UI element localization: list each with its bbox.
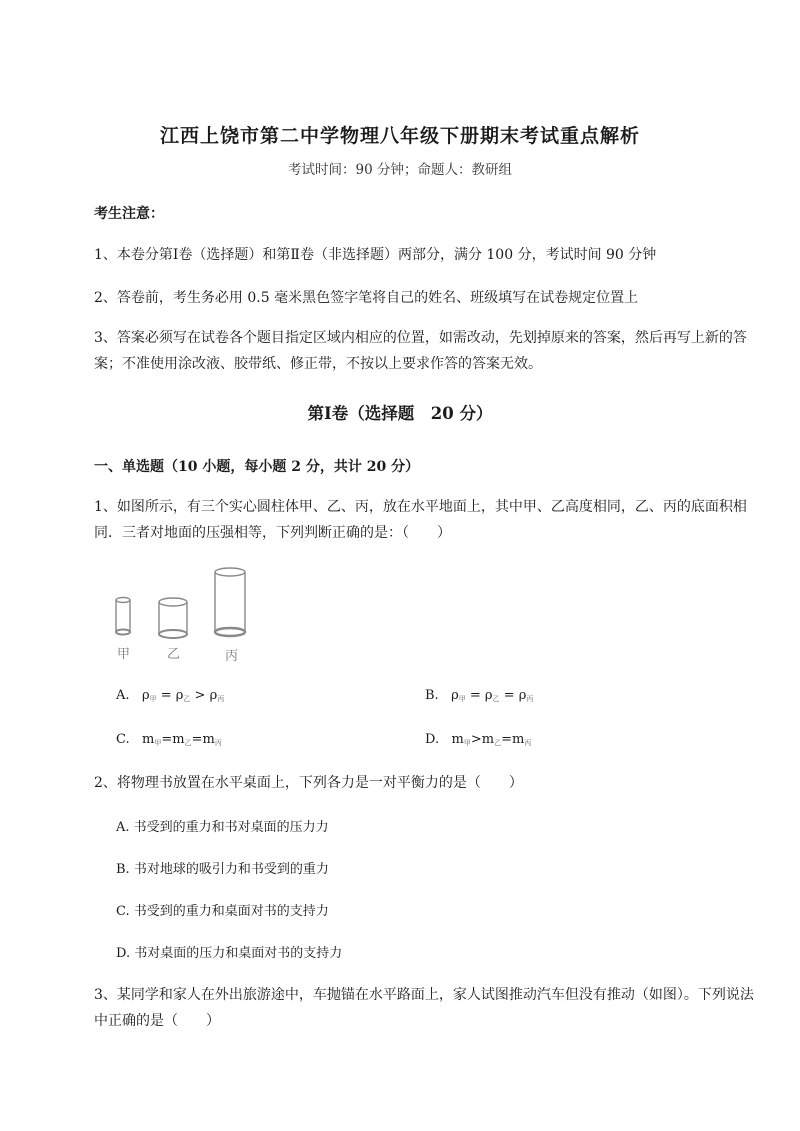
notice-item-1: 1、本卷分第Ⅰ卷（选择题）和第Ⅱ卷（非选择题）两部分，满分 100 分，考试时间 90 分钟	[94, 247, 657, 263]
part-heading: 一、单选题（10 小题，每小题 2 分，共计 20 分）	[94, 459, 420, 475]
cylinder-jia	[116, 598, 130, 635]
question-3-stem: 3、某同学和家人在外出旅游途中，车抛锚在水平路面上，家人试图推动汽车但没有推动（如图）。下列说法中正确的是（ ）	[94, 987, 754, 1029]
q2-option-c[interactable]: C. 书受到的重力和桌面对书的支持力	[116, 904, 329, 919]
notice-item-2: 2、答卷前，考生务必用 0.5 毫米黑色签字笔将自己的姓名、班级填写在试卷规定位置上	[94, 290, 639, 306]
figure-label-yi: 乙	[167, 647, 181, 662]
question-2-stem: 2、将物理书放置在水平桌面上，下列各力是一对平衡力的是（ ）	[94, 775, 523, 791]
cylinder-yi	[159, 598, 187, 638]
cylinders-figure	[108, 562, 268, 662]
notice-heading: 考生注意：	[94, 206, 164, 222]
q1-option-d[interactable]: D. $m_甲>m_乙=m_丙$	[425, 732, 532, 747]
q1-option-b[interactable]: B. $\rho_甲 = \rho_乙 = \rho_丙$	[425, 688, 534, 703]
exam-info: 考试时间：90 分钟；命题人：教研组	[288, 162, 512, 178]
question-1-stem: 1、如图所示，有三个实心圆柱体甲、乙、丙，放在水平地面上，其中甲、乙高度相同，乙、丙的底面积相同．三者对地面的压强相等，下列判断正确的是：（ ）	[94, 499, 747, 541]
q2-option-a[interactable]: A. 书受到的重力和书对桌面的压力力	[116, 820, 329, 835]
q1-option-c[interactable]: C. $m_甲=m_乙=m_丙$	[116, 732, 222, 747]
q2-option-b[interactable]: B. 书对地球的吸引力和书受到的重力	[116, 862, 329, 877]
figure-label-jia: 甲	[117, 647, 131, 662]
notice-item-3: 3、答案必须写在试卷各个题目指定区域内相应的位置，如需改动，先划掉原来的答案，然后再写上新的答案；不准使用涂改液、胶带纸、修正带，不按以上要求作答的答案无效。	[94, 330, 747, 372]
q1-option-a[interactable]: A. $\rho_甲 = \rho_乙 > \rho_丙$	[116, 688, 225, 703]
cylinder-bing	[215, 568, 245, 636]
section-title: 第Ⅰ卷（选择题 20 分）	[307, 404, 493, 423]
page-title: 江西上饶市第二中学物理八年级下册期末考试重点解析	[159, 125, 640, 147]
figure-label-bing: 丙	[225, 649, 239, 664]
q2-option-d[interactable]: D. 书对桌面的压力和桌面对书的支持力	[116, 946, 343, 961]
